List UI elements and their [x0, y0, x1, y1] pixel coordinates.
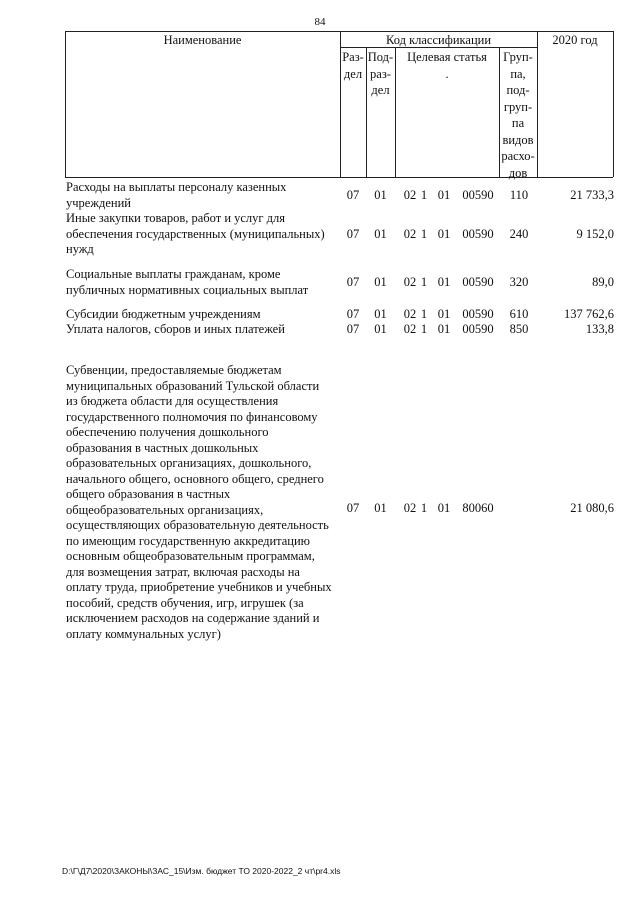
cell-razdel: 07 [346, 307, 360, 321]
cell-target-1: 02 [403, 188, 417, 202]
cell-target-3: 01 [437, 501, 451, 515]
row-name-line: Расходы на выплаты персоналу казенных [66, 180, 287, 194]
header-podrazdel-line: Под- [367, 50, 394, 64]
row-name-line: оплату труда, приобретение учебников и учебных [66, 580, 332, 594]
cell-amount: 89,0 [592, 275, 614, 289]
row-name-line: образовательных организациях, дошкольного, [66, 456, 312, 470]
row-name-line: Уплата налогов, сборов и иных платежей [66, 322, 285, 336]
cell-target-2: 1 [420, 275, 428, 289]
header-podrazdel [366, 49, 395, 99]
row-name [66, 322, 341, 338]
cell-target-1: 02 [403, 307, 417, 321]
header-group [499, 49, 537, 181]
cell-target-2: 1 [420, 307, 428, 321]
cell-podrazdel: 01 [374, 227, 387, 241]
header-group-line: дов [508, 165, 528, 180]
cell-amount: 9 152,0 [576, 227, 614, 241]
header-target-label: Целевая статья [407, 50, 487, 64]
cell-target-4: 00590 [462, 307, 494, 321]
cell-podrazdel: 01 [374, 322, 387, 336]
row-name-line: Иные закупки товаров, работ и услуг для [66, 211, 286, 225]
cell-target-3: 01 [437, 307, 451, 321]
cell-group: 850 [509, 322, 529, 336]
cell-razdel: 07 [346, 322, 360, 336]
cell-amount: 21 080,6 [570, 501, 614, 515]
cell-target-2: 1 [420, 322, 428, 336]
cell-target-3: 01 [437, 322, 451, 336]
cell-amount: 133,8 [585, 322, 614, 336]
cell-target-4: 80060 [462, 501, 494, 515]
cell-target-2: 1 [420, 501, 428, 515]
header-group-line: видов [502, 132, 534, 147]
row-name [66, 211, 341, 258]
cell-target-3: 01 [437, 275, 451, 289]
row-name-line: для возмещения затрат, включая расходы на [66, 564, 300, 579]
row-name-line: оплату коммунальных услуг) [66, 626, 221, 641]
row-name-line: Социальные выплаты гражданам, кроме [66, 267, 281, 281]
cell-amount: 21 733,3 [570, 188, 614, 202]
row-name-line: из бюджета области для осуществления [66, 394, 279, 408]
page-number: 84 [314, 16, 326, 28]
cell-group: 240 [509, 227, 529, 241]
cell-target-1: 02 [403, 227, 417, 241]
cell-group: 610 [509, 307, 529, 321]
header-left-border [65, 31, 66, 177]
cell-target-1: 02 [403, 322, 417, 336]
row-name-line: учреждений [66, 195, 131, 210]
header-top-border [65, 31, 613, 32]
row-name [66, 267, 341, 298]
row-name-line: Субсидии бюджетным учреждениям [66, 307, 261, 321]
row-name-line: основным общеобразовательным программам, [66, 549, 315, 563]
row-name-line: пособий, средств обучения, игр, игрушек (за [66, 595, 304, 610]
header-group-line: па, [510, 66, 526, 81]
row-name-line: муниципальных образований Тульской области [66, 378, 320, 393]
row-name-line: государственного полномочия по финансовому [66, 409, 318, 424]
header-year: 2020 год [552, 33, 598, 47]
row-name-line: осуществляющих образовательную деятельность [66, 518, 329, 532]
row-name-line: публичных нормативных социальных выплат [66, 282, 309, 297]
header-divider-group [537, 31, 538, 177]
row-name [66, 180, 341, 211]
header-razdel [340, 49, 366, 82]
header-target-mark: . [445, 66, 449, 81]
row-name-line: исключением расходов на содержание зданий и [66, 611, 320, 625]
row-name [66, 363, 341, 642]
header-name: Наименование [163, 33, 242, 47]
cell-target-1: 02 [403, 275, 417, 289]
row-name-line: Субвенции, предоставляемые бюджетам [66, 363, 282, 377]
cell-podrazdel: 01 [374, 501, 387, 515]
header-group-line: па [511, 116, 525, 130]
header-razdel-line: дел [343, 66, 363, 81]
header-group-line: под- [506, 83, 530, 97]
row-name-line: обеспечению получения дошкольного [66, 425, 269, 439]
cell-podrazdel: 01 [374, 188, 387, 202]
cell-target-3: 01 [437, 188, 451, 202]
cell-target-4: 00590 [462, 275, 494, 289]
cell-razdel: 07 [346, 501, 360, 515]
header-classification: Код классификации [385, 33, 492, 47]
cell-target-4: 00590 [462, 322, 494, 336]
header-target [395, 49, 499, 82]
cell-razdel: 07 [346, 188, 360, 202]
row-name-line: начального общего, основного общего, среднего [66, 471, 324, 486]
footer-file-path: D:\Г\Д7\2020\ЗАКОНЫ\ЗАС_15\Изм. бюджет ТО 2020-2022_2 чт\pr4.xls [62, 866, 341, 876]
header-group-line: расхо- [501, 149, 535, 163]
cell-group: 110 [509, 188, 529, 202]
row-name-line: обеспечения государственных (муниципальных) [66, 226, 325, 241]
row-name-line: нужд [66, 242, 94, 256]
header-razdel-line: Раз- [342, 50, 364, 64]
cell-target-2: 1 [420, 188, 428, 202]
cell-group: 320 [509, 275, 529, 289]
cell-target-2: 1 [420, 227, 428, 241]
cell-razdel: 07 [346, 275, 360, 289]
cell-target-1: 02 [403, 501, 417, 515]
header-group-line: Груп- [503, 50, 533, 64]
row-name-line: образования в частных дошкольных [66, 440, 259, 455]
cell-amount: 137 762,6 [564, 307, 614, 321]
row-name [66, 307, 341, 323]
cell-razdel: 07 [346, 227, 360, 241]
cell-target-4: 00590 [462, 188, 494, 202]
row-name-line: по имеющим государственную аккредитацию [66, 533, 311, 548]
row-name-line: общего образования в частных [66, 487, 231, 501]
header-group-line: груп- [503, 99, 533, 114]
row-name-line: общеобразовательных организациях, [66, 502, 264, 517]
cell-podrazdel: 01 [374, 275, 387, 289]
header-podrazdel-line: раз- [370, 66, 391, 81]
cell-target-4: 00590 [462, 227, 494, 241]
cell-podrazdel: 01 [374, 307, 387, 321]
header-podrazdel-line: дел [371, 83, 390, 97]
header-right-border [613, 31, 614, 177]
cell-target-3: 01 [437, 227, 451, 241]
